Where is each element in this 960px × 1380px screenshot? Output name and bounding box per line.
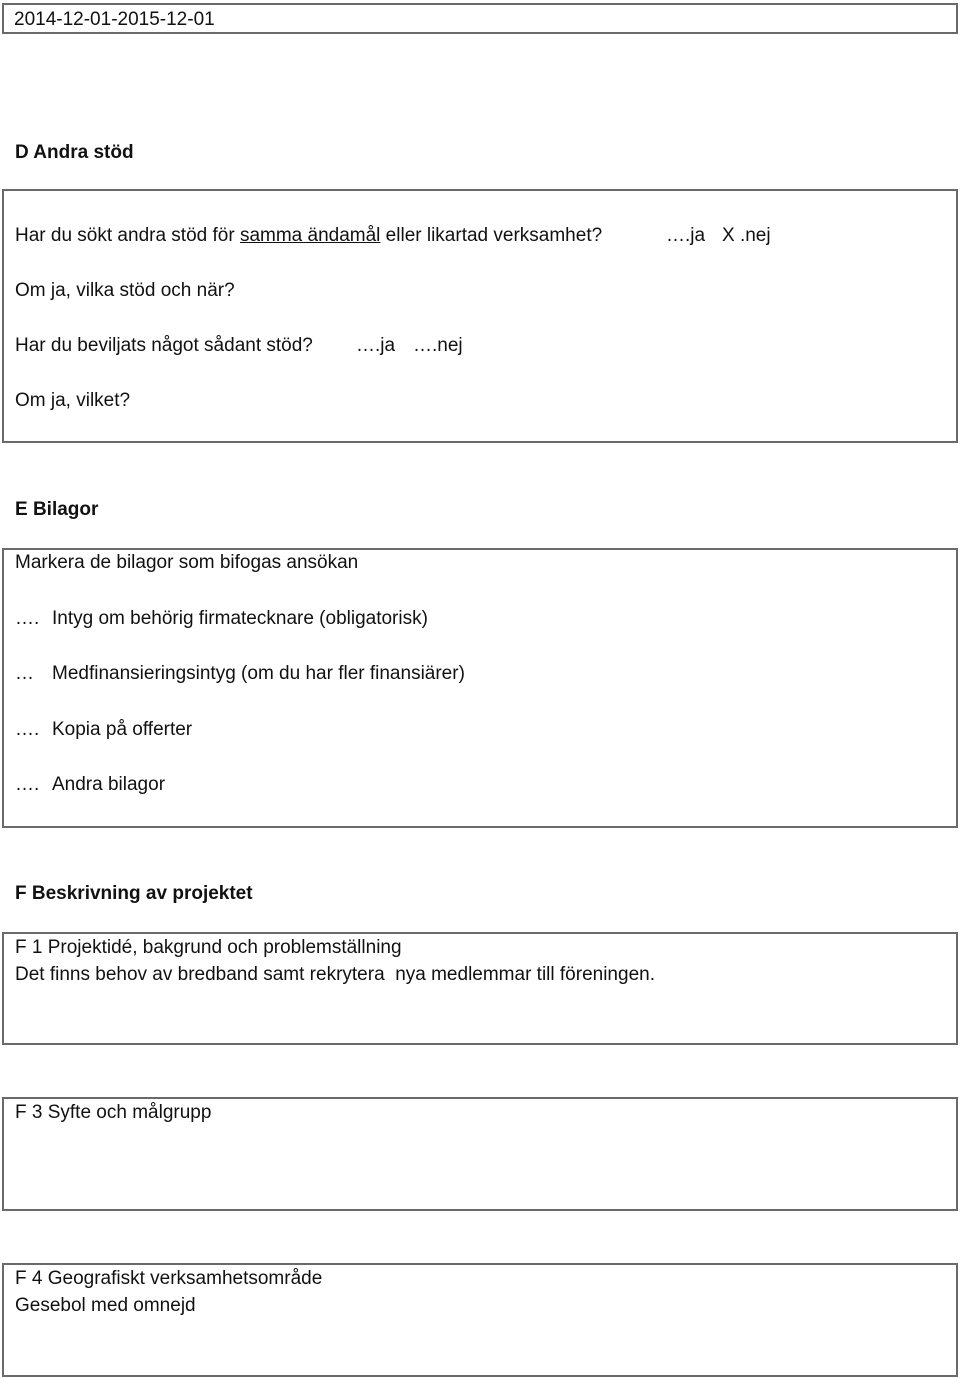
attachment-item[interactable] [15,609,428,628]
f4-text: Gesebol med omnejd [15,1295,196,1316]
period-value: 2014-12-01-2015-12-01 [14,9,215,30]
attachment-checkmark[interactable]: …. [15,608,40,629]
q2-yes-option[interactable]: ….ja [356,335,396,356]
attachment-label: Intyg om behörig firmatecknare (obligatorisk) [52,608,428,629]
attachment-label: Kopia på offerter [52,719,193,740]
q1-followup: Om ja, vilka stöd och när? [15,280,235,301]
attachment-checkmark[interactable]: …. [15,774,40,795]
q1-underlined: samma ändamål [239,225,381,246]
q1-row [15,226,602,245]
q1-yes-option[interactable]: ….ja [666,225,706,246]
attachment-checkmark[interactable]: …. [15,719,40,740]
f1-text: Det finns behov av bredband samt rekrytera nya medlemmar till föreningen. [15,964,655,985]
q1-prefix: Har du sökt andra stöd för [15,225,240,246]
f4-title: F 4 Geografiskt verksamhetsområde [15,1268,323,1289]
attachment-label: Medfinansieringsintyg (om du har fler finansiärer) [52,663,465,684]
attachment-label: Andra bilagor [52,774,166,795]
attachment-item[interactable] [15,775,165,794]
attachment-checkmark[interactable]: … [15,663,34,684]
attachment-item[interactable] [15,664,465,683]
q2-no-option[interactable]: ….nej [413,335,463,356]
section-e-instruction: Markera de bilagor som bifogas ansökan [15,552,359,573]
attachment-item[interactable] [15,720,192,739]
section-d-heading: D Andra stöd [15,142,134,163]
f3-title: F 3 Syfte och målgrupp [15,1102,212,1123]
f1-title: F 1 Projektidé, bakgrund och problemställning [15,937,402,958]
section-e-heading: E Bilagor [15,499,99,520]
q1-suffix: eller likartad verksamhet? [380,225,603,246]
section-f-heading: F Beskrivning av projektet [15,883,253,904]
q2-followup: Om ja, vilket? [15,390,131,411]
q2-text: Har du beviljats något sådant stöd? [15,335,313,356]
q1-no-option[interactable]: X .nej [722,225,771,246]
